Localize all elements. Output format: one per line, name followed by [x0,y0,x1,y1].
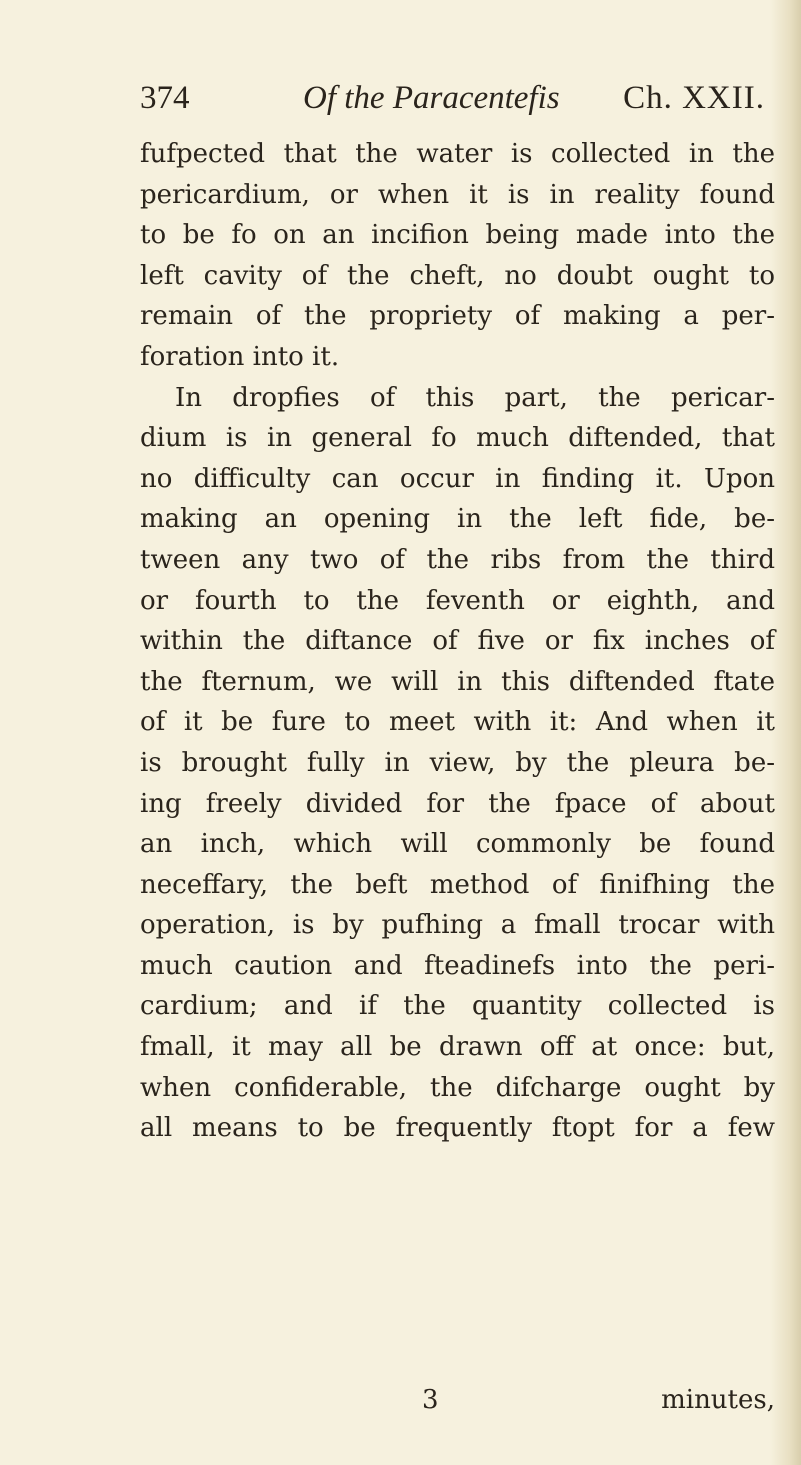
text-line: operation, is by pufhing a fmall trocar with [140,910,775,941]
text-line: pericardium, or when it is in reality found [140,179,775,210]
text-line: left cavity of the cheft, no doubt ought to [140,260,775,291]
catchword: minutes, [661,1385,775,1415]
text-line: within the diftance of five or fix inches of [140,626,775,657]
text-line: the fternum, we will in this diftended ftate [140,666,775,697]
paragraph-start-line: In dropfies of this part, the pericar- [175,382,775,413]
text-line: neceffary, the beft method of finifhing the [140,869,775,900]
text-line: all means to be frequently ftopt for a few [140,1113,775,1144]
text-line: cardium; and if the quantity collected is [140,991,775,1022]
text-line: tween any two of the ribs from the third [140,544,775,575]
text-line: dium is in general fo much diftended, that [140,423,775,454]
text-line: ing freely divided for the fpace of about [140,788,775,819]
text-line: an inch, which will commonly be found [140,829,775,860]
running-header [140,80,765,124]
text-line: no difficulty can occur in finding it. Upon [140,463,775,494]
page-footer [140,1385,775,1425]
text-line: is brought fully in view, by the pleura be- [140,747,775,778]
signature-mark: 3 [422,1385,439,1415]
body-text [140,134,775,1149]
text-line: foration into it. [140,341,340,372]
text-line: or fourth to the feventh or eighth, and [140,585,775,616]
text-line: when confiderable, the difcharge ought by [140,1072,775,1103]
text-line: making an opening in the left fide, be- [140,504,775,535]
text-line: remain of the propriety of making a per- [140,301,775,332]
text-line: much caution and fteadinefs into the peri- [140,950,775,981]
page-number: 374 [140,80,190,116]
text-line: of it be fure to meet with it: And when it [140,707,775,738]
text-line: to be fo on an incifion being made into the [140,220,775,251]
running-title: Of the Paracentefis [303,80,560,116]
text-line: fmall, it may all be drawn off at once: but, [140,1032,775,1063]
chapter-label: Ch. XXII. [623,80,765,116]
text-line: fufpected that the water is collected in the [140,139,775,169]
